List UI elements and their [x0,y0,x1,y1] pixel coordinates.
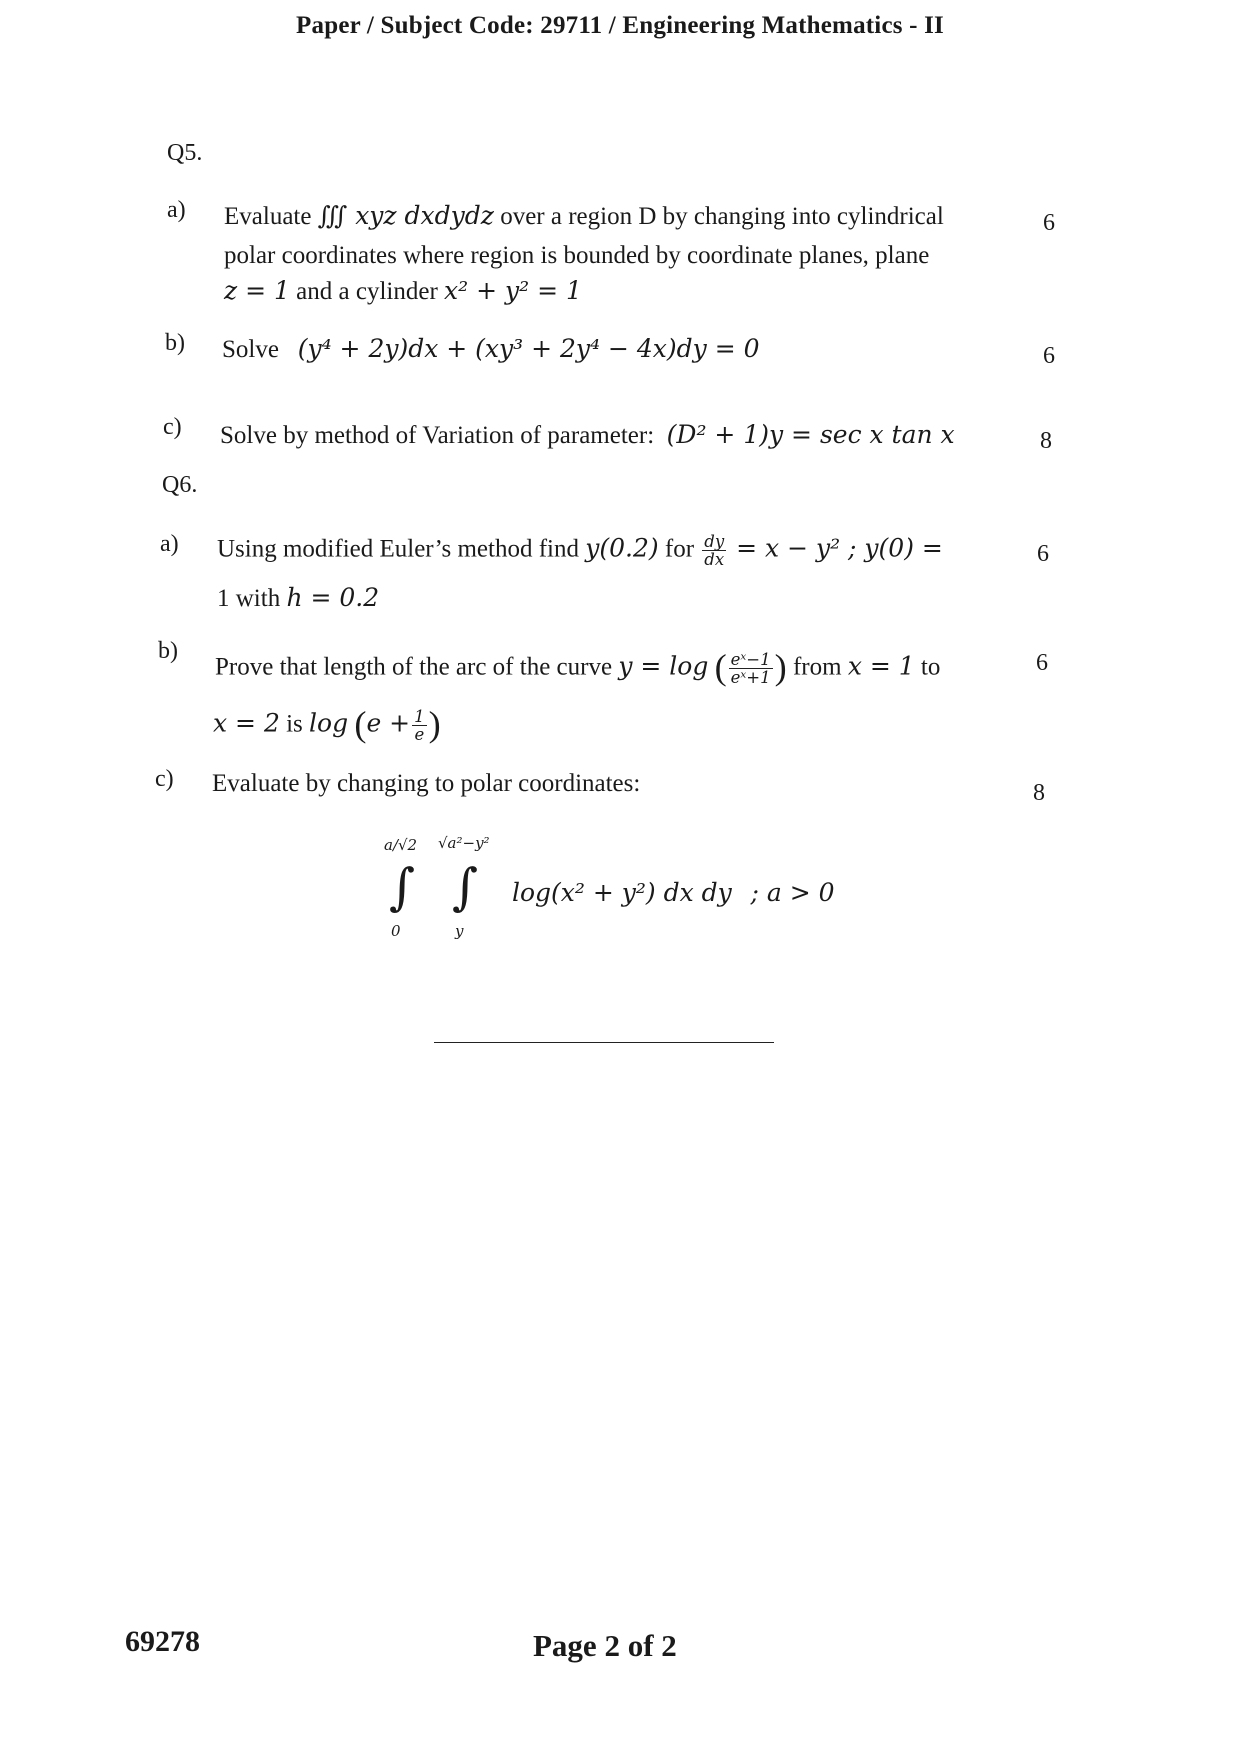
q6a-line-2-pre: 1 with [217,585,287,612]
q5c-label: c) [163,414,182,440]
q5a-marks: 6 [1043,210,1055,236]
end-of-paper-rule [434,1042,774,1043]
page-header: Paper / Subject Code: 29711 / Engineering Mathematics - II [296,12,944,39]
q6b-from: from [786,653,848,681]
q6a-mid: for [658,535,701,563]
q5c-statement [220,420,955,450]
integrand [512,878,835,908]
q6b-result-log: log [309,708,349,738]
question-5-number: Q5. [167,140,203,166]
q6a-line-2 [217,583,379,613]
q6b-result-fraction [412,708,427,744]
q5a-label: a) [167,197,186,223]
q6a-ode: = x − y² ; y(0) = [728,533,943,563]
outer-integral-icon: ∫ [389,858,416,916]
q5a-line-1 [224,201,944,231]
q5a-integral-expression: ∭ xyz dxdydz [317,201,494,230]
q5b-marks: 6 [1043,343,1055,369]
integrand-condition: ; a > 0 [750,878,835,907]
q5b-label: b) [165,330,185,356]
q6b-fraction [729,651,773,687]
outer-lower-limit: 0 [391,922,401,940]
q5a-plane-equation: z = 1 [224,276,290,305]
q5c-equation: (D² + 1)y = sec x tan x [666,420,955,449]
q5a-cylinder-equation: x² + y² = 1 [444,276,582,305]
q6b-line-1 [215,646,940,688]
inner-upper-limit: √a²−y² [438,834,490,852]
q6a-label: a) [160,531,179,557]
question-6-number: Q6. [162,472,198,498]
right-paren-icon: ) [428,704,441,744]
q6a-marks: 6 [1037,541,1049,567]
left-paren-icon: ( [714,647,727,687]
q6b-fraction-denominator: eˣ+1 [730,668,771,688]
inner-lower-limit: y [455,922,464,940]
q6a-fraction-numerator: dy [704,532,725,551]
footer-page-number: Page 2 of 2 [533,1628,677,1663]
q5c-pre: Solve by method of Variation of parameter: [220,422,655,449]
q6a-fraction-denominator: dx [704,550,725,570]
q6a-y-value: y(0.2) [585,533,659,563]
q5c-marks: 8 [1040,428,1052,454]
q6a-pre: Using modified Euler’s method find [217,535,586,563]
q6b-marks: 6 [1036,650,1048,676]
q6b-lower-limit: x = 1 [847,651,915,681]
q6b-result-inner: e + [366,708,411,738]
q6b-pre: Prove that length of the arc of the curve [215,653,619,681]
q6a-line-1 [217,533,943,569]
q6c-marks: 8 [1033,780,1045,806]
integrand-expression: log(x² + y²) dx dy [512,878,732,907]
q6b-curve: y = log [618,651,709,681]
q5a-line-2: polar coordinates where region is bounded by coordinate planes, plane [224,242,930,269]
right-paren-icon: ) [774,647,787,687]
q6b-line-2 [213,703,441,745]
q5b-equation: (y⁴ + 2y)dx + (xy³ + 2y⁴ − 4x)dy = 0 [297,334,760,363]
q5b-pre: Solve [222,336,279,363]
q6b-to: to [914,653,941,681]
q6a-derivative-fraction [702,533,726,569]
q5a-line-3 [224,276,582,306]
q6c-statement: Evaluate by changing to polar coordinates: [212,770,641,797]
footer-code: 69278 [125,1625,200,1658]
q6b-fraction-numerator: eˣ−1 [730,650,771,670]
q6b-is: is [279,710,310,738]
q6b-result-numerator: 1 [414,707,425,727]
q6b-result-denominator: e [414,725,425,745]
left-paren-icon: ( [354,704,367,744]
q5b-statement [222,334,760,364]
q6b-upper-limit: x = 2 [213,708,280,738]
outer-upper-limit: a/√2 [384,836,418,854]
q5a-line-1-post: over a region D by changing into cylindrical [493,203,944,230]
q6c-label: c) [155,766,174,792]
inner-integral-icon: ∫ [452,858,479,916]
q5a-line-3-mid: and a cylinder [289,278,445,305]
q6b-label: b) [158,638,178,664]
q5a-line-1-pre: Evaluate [224,203,318,230]
q6a-step-size: h = 0.2 [286,583,380,612]
